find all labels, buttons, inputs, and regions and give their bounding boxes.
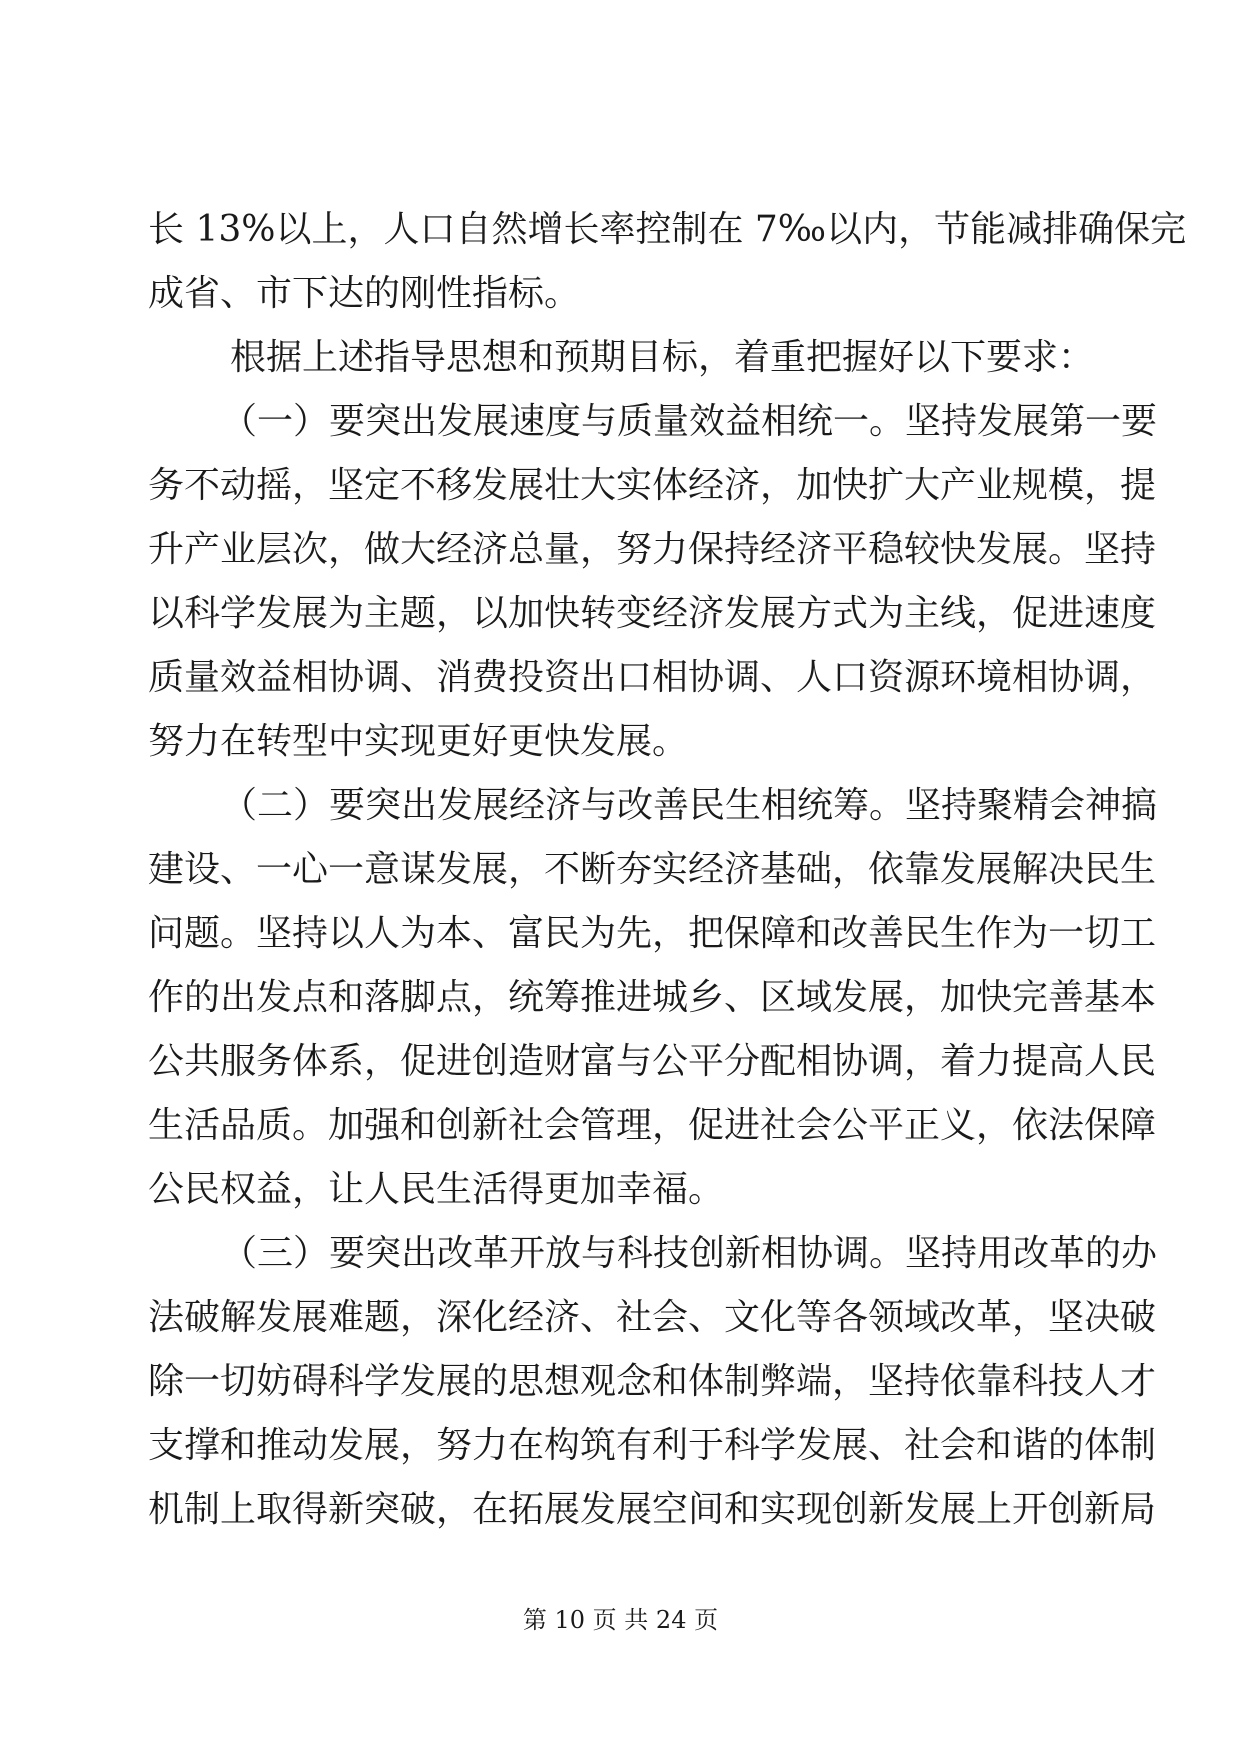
text-line-content: 支撑和推动发展，努力在构筑有利于科学发展、社会和谐的体制 [148, 1425, 1157, 1466]
text-line [0, 454, 1241, 518]
text-line-content: 以科学发展为主题，以加快转变经济发展方式为主线，促进速度 [148, 593, 1157, 634]
text-line-content: 作的出发点和落脚点，统筹推进城乡、区域发展，加快完善基本 [148, 977, 1157, 1018]
text-line-content: 升产业层次，做大经济总量，努力保持经济平稳较快发展。坚持 [148, 529, 1157, 570]
text-line [0, 838, 1241, 902]
text-line [0, 646, 1241, 710]
text-line-content: 公民权益，让人民生活得更加幸福。 [148, 1169, 725, 1210]
text-line-content: 除一切妨碍科学发展的思想观念和体制弊端，坚持依靠科技人才 [148, 1361, 1157, 1402]
text-line [0, 710, 1241, 774]
text-line-content: 努力在转型中实现更好更快发展。 [148, 721, 689, 762]
text-line [0, 774, 1241, 838]
text-line-content: 建设、一心一意谋发展，不断夯实经济基础，依靠发展解决民生 [148, 849, 1157, 890]
text-line [0, 1094, 1241, 1158]
text-line-content: 务不动摇，坚定不移发展壮大实体经济，加快扩大产业规模，提 [148, 465, 1157, 506]
text-line-content: 问题。坚持以人为本、富民为先，把保障和改善民生作为一切工 [148, 913, 1157, 954]
text-line-content: 长 13%以上，人口自然增长率控制在 7‰以内，节能减排确保完 [148, 209, 1187, 250]
text-line [0, 518, 1241, 582]
text-line [0, 1030, 1241, 1094]
text-line [0, 902, 1241, 966]
page-number: 第 10 页 共 24 页 [522, 1606, 719, 1634]
text-line [0, 198, 1241, 262]
text-line [0, 1158, 1241, 1222]
text-line-content: 生活品质。加强和创新社会管理，促进社会公平正义，依法保障 [148, 1105, 1157, 1146]
text-line [0, 390, 1241, 454]
text-line [0, 326, 1241, 390]
text-line [0, 1414, 1241, 1478]
text-line-content: （二）要突出发展经济与改善民生相统筹。坚持聚精会神搞 [221, 785, 1158, 826]
text-line [0, 1478, 1241, 1542]
text-line-content: 法破解发展难题，深化经济、社会、文化等各领域改革，坚决破 [148, 1297, 1157, 1338]
text-line-content: 机制上取得新突破，在拓展发展空间和实现创新发展上开创新局 [148, 1489, 1157, 1530]
text-line [0, 582, 1241, 646]
text-line [0, 1222, 1241, 1286]
text-line-content: （三）要突出改革开放与科技创新相协调。坚持用改革的办 [221, 1233, 1158, 1274]
text-line-content: 质量效益相协调、消费投资出口相协调、人口资源环境相协调， [148, 657, 1157, 698]
text-line-content: 成省、市下达的刚性指标。 [148, 273, 581, 314]
text-line [0, 966, 1241, 1030]
text-line [0, 262, 1241, 326]
text-line-content: （一）要突出发展速度与质量效益相统一。坚持发展第一要 [221, 401, 1158, 442]
text-line [0, 1350, 1241, 1414]
page-footer [0, 1600, 1241, 1640]
text-line-content: 根据上述指导思想和预期目标，着重把握好以下要求： [230, 337, 1095, 378]
text-line-content: 公共服务体系，促进创造财富与公平分配相协调，着力提高人民 [148, 1041, 1157, 1082]
text-line [0, 1286, 1241, 1350]
